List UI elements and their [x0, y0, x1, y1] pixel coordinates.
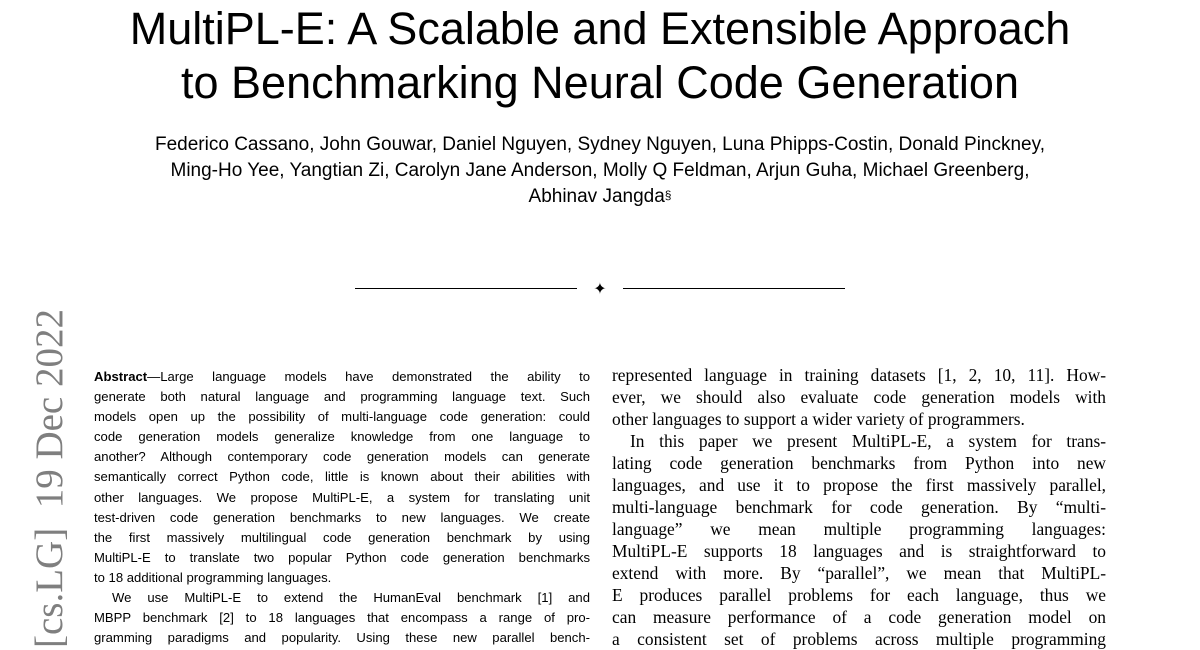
body-line: lating code generation benchmarks from Python into new — [612, 453, 1106, 473]
abstract-line: Abstract—Large language models have demonstrated the ability to — [94, 369, 590, 384]
author-list — [0, 132, 1200, 210]
diamond-star-icon: ✦ — [593, 279, 607, 298]
abstract-line: other languages. We propose MultiPL-E, a system for translating unit — [94, 489, 590, 505]
body-line: ever, we should also evaluate code generation models with — [612, 387, 1106, 407]
abstract-line: another? Although contemporary code generation models can generate — [94, 449, 590, 465]
author-line-1: Federico Cassano, John Gouwar, Daniel Nguyen, Sydney Nguyen, Luna Phipps-Costin, Donald Pinckney, — [155, 134, 1045, 155]
body-line: other languages to support a wider variety of programmers. — [612, 409, 1025, 429]
arxiv-category: [cs.LG] — [28, 527, 71, 648]
abstract-line: MBPP benchmark [2] to 18 languages that encompass a range of pro- — [94, 610, 590, 626]
paper-title — [0, 2, 1200, 110]
body-line: can measure performance of a code generation model on — [612, 607, 1106, 627]
author-line-2: Ming-Ho Yee, Yangtian Zi, Carolyn Jane Anderson, Molly Q Feldman, Arjun Guha, Michael Greenberg, — [170, 160, 1030, 181]
paper-title-line-1: MultiPL-E: A Scalable and Extensible Approach — [129, 3, 1071, 54]
abstract-heading: Abstract — [94, 369, 148, 384]
abstract-line: generate both natural language and programming language text. Such — [94, 389, 590, 405]
body-line: language” we mean multiple programming languages: — [612, 519, 1106, 539]
author-last-name: Abhinav Jangda — [528, 186, 665, 207]
body-line: extend with more. By “parallel”, we mean that MultiPL- — [612, 563, 1106, 583]
body-line: E produces parallel problems for each language, thus we — [612, 585, 1106, 605]
separator-line-right — [623, 288, 845, 289]
separator-line-left — [355, 288, 577, 289]
abstract-column — [94, 367, 590, 648]
abstract-line: gramming paradigms and popularity. Using these new parallel bench- — [94, 630, 590, 646]
body-line: multi-language benchmark for code generation. By “multi- — [612, 497, 1106, 517]
abstract-line: to 18 additional programming languages. — [94, 569, 332, 585]
body-line: a consistent set of problems across multiple programming — [612, 629, 1106, 649]
abstract-line: models open up the possibility of multi-language code generation: could — [94, 409, 590, 425]
abstract-line: semantically correct Python code, little is known about their abilities with — [94, 469, 590, 485]
body-line: languages, and use it to propose the first massively parallel, — [612, 475, 1106, 495]
paper-title-line-2: to Benchmarking Neural Code Generation — [181, 57, 1019, 108]
abstract-line: the first massively multilingual code generation benchmark by using — [94, 529, 590, 545]
abstract-line: test-driven code generation benchmarks to new languages. We create — [94, 509, 590, 525]
body-line: In this paper we present MultiPL-E, a system for trans- — [630, 431, 1106, 451]
affiliation-mark: § — [664, 188, 672, 202]
body-column-right — [612, 364, 1106, 650]
author-line-3 — [0, 184, 1200, 210]
abstract-line: MultiPL-E to translate two popular Python code generation benchmarks — [94, 549, 590, 565]
body-line: represented language in training datasets [1, 2, 10, 11]. How- — [612, 365, 1106, 385]
body-line: MultiPL-E supports 18 languages and is straightforward to — [612, 541, 1106, 561]
abstract-line: We use MultiPL-E to extend the HumanEval benchmark [1] and — [112, 590, 590, 606]
arxiv-date: 19 Dec 2022 — [28, 309, 71, 509]
section-separator — [355, 278, 845, 298]
arxiv-stamp — [24, 288, 76, 648]
abstract-line: code generation models generalize knowledge from one language to — [94, 429, 590, 445]
